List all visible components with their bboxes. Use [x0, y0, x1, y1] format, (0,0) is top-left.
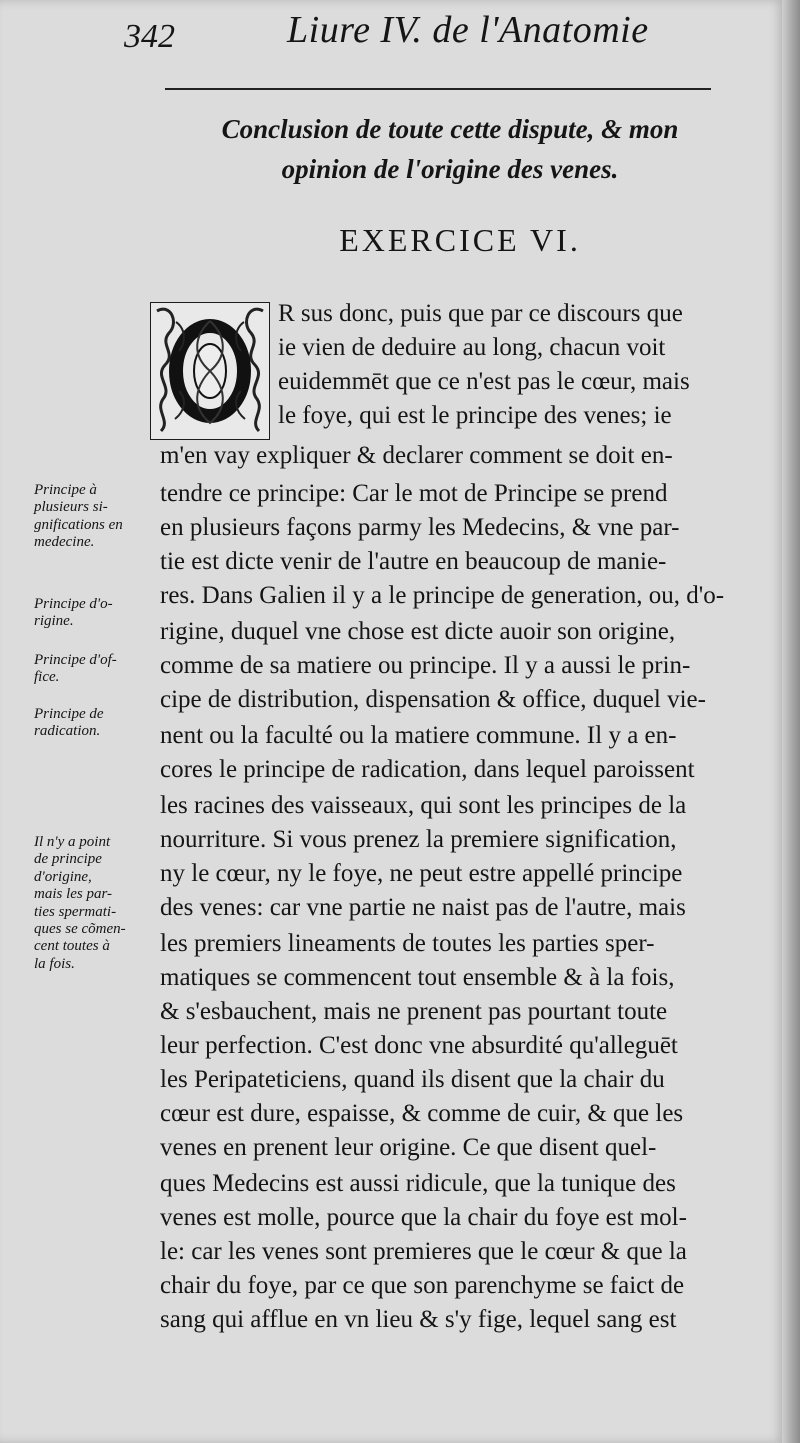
text-line: comme de sa matiere ou principe. Il y a aussi le prin- — [160, 652, 691, 679]
text-line: cœur est dure, espaisse, & comme de cuir, & que les — [160, 1100, 684, 1127]
text-line: nent ou la faculté ou la matiere commune. Il y a en- — [160, 722, 677, 749]
text-line: leur perfection. C'est donc vne absurdité qu'alleguēt — [160, 1032, 678, 1059]
text-line: sang qui afflue en vn lieu & s'y fige, lequel sang est — [160, 1306, 677, 1333]
exercise-title: EXERCICE VI. — [339, 222, 581, 258]
section-heading-line-1: Conclusion de toute cette dispute, & mon — [221, 114, 679, 144]
text-line: tendre ce principe: Car le mot de Principe se prend — [160, 480, 668, 507]
margin-note-line: Principe d'o- — [34, 596, 113, 612]
margin-note-line: gnifications en — [34, 516, 123, 533]
page-number: 342 — [124, 18, 175, 55]
margin-note-origine — [34, 596, 164, 631]
text-line: cores le principe de radication, dans lequel paroissent — [160, 756, 695, 783]
section-heading-line-2: opinion de l'origine des venes. — [281, 154, 619, 184]
text-line: res. Dans Galien il y a le principe de generation, ou, d'o- — [160, 582, 725, 609]
running-title: Liure IV. de l'Anatomie — [287, 9, 649, 51]
text-line: le: car les venes sont premieres que le cœur & que la — [160, 1238, 687, 1265]
margin-note-line: plusieurs si- — [34, 499, 108, 516]
text-line: les Peripateticiens, quand ils disent que la chair du — [160, 1066, 665, 1093]
text-line: chair du foye, par ce que son parenchyme se faict de — [160, 1272, 685, 1299]
margin-note-radication — [34, 706, 164, 741]
ornamental-initial-o-icon — [150, 302, 270, 440]
margin-note-line: Principe de — [34, 706, 104, 722]
text-line: venes en prenent leur origine. Ce que disent quel- — [160, 1134, 657, 1161]
margin-note-office — [34, 652, 164, 687]
margin-note-line: Principe à — [34, 482, 97, 498]
margin-note-line: la fois. — [34, 955, 75, 972]
margin-note-line: ques se cõmen- — [34, 920, 126, 937]
text-line: rigine, duquel vne chose est dicte auoir son origine, — [160, 618, 676, 645]
header-rule — [165, 88, 711, 90]
margin-note-signification — [34, 482, 164, 552]
margin-note-parties-spermatiques — [34, 834, 164, 973]
margin-note-line: de principe — [34, 851, 102, 868]
margin-note-line: Principe d'of- — [34, 652, 117, 668]
margin-note-line: d'origine, — [34, 868, 92, 885]
page-edge-shadow — [782, 0, 800, 1443]
margin-note-line: Il n'y a point — [34, 834, 111, 850]
text-line: ny le cœur, ny le foye, ne peut estre appellé principe — [160, 860, 683, 887]
margin-note-line: radication. — [34, 723, 101, 740]
margin-note-line: fice. — [34, 669, 60, 686]
margin-note-line: medecine. — [34, 534, 95, 551]
text-line: ques Medecins est aussi ridicule, que la tunique des — [160, 1170, 676, 1197]
text-line: tie est dicte venir de l'autre en beaucoup de manie- — [160, 548, 667, 575]
text-line: le foye, qui est le principe des venes; ie — [278, 402, 672, 429]
text-line: & s'esbauchent, mais ne prenent pas pourtant toute — [160, 998, 668, 1025]
text-line: m'en vay expliquer & declarer comment se doit en- — [160, 442, 673, 469]
text-line: venes est molle, pource que la chair du foye est mol- — [160, 1204, 687, 1231]
margin-note-line: cent toutes à — [34, 938, 110, 955]
text-line: les racines des vaisseaux, qui sont les principes de la — [160, 792, 687, 819]
text-line: les premiers lineaments de toutes les parties sper- — [160, 930, 655, 957]
text-line: en plusieurs façons parmy les Medecins, & vne par- — [160, 514, 680, 541]
text-line: cipe de distribution, dispensation & office, duquel vie- — [160, 686, 706, 713]
margin-note-line: rigine. — [34, 613, 74, 630]
text-line: ie vien de deduire au long, chacun voit — [278, 334, 666, 361]
margin-note-line: mais les par- — [34, 886, 113, 903]
text-line: nourriture. Si vous prenez la premiere signification, — [160, 826, 677, 853]
text-line: euidemmēt que ce n'est pas le cœur, mais — [278, 368, 690, 395]
margin-note-line: ties spermati- — [34, 903, 117, 920]
text-line: des venes: car vne partie ne naist pas de l'autre, mais — [160, 894, 686, 921]
text-line: matiques se commencent tout ensemble & à la fois, — [160, 964, 675, 991]
text-line: R sus donc, puis que par ce discours que — [278, 300, 683, 327]
